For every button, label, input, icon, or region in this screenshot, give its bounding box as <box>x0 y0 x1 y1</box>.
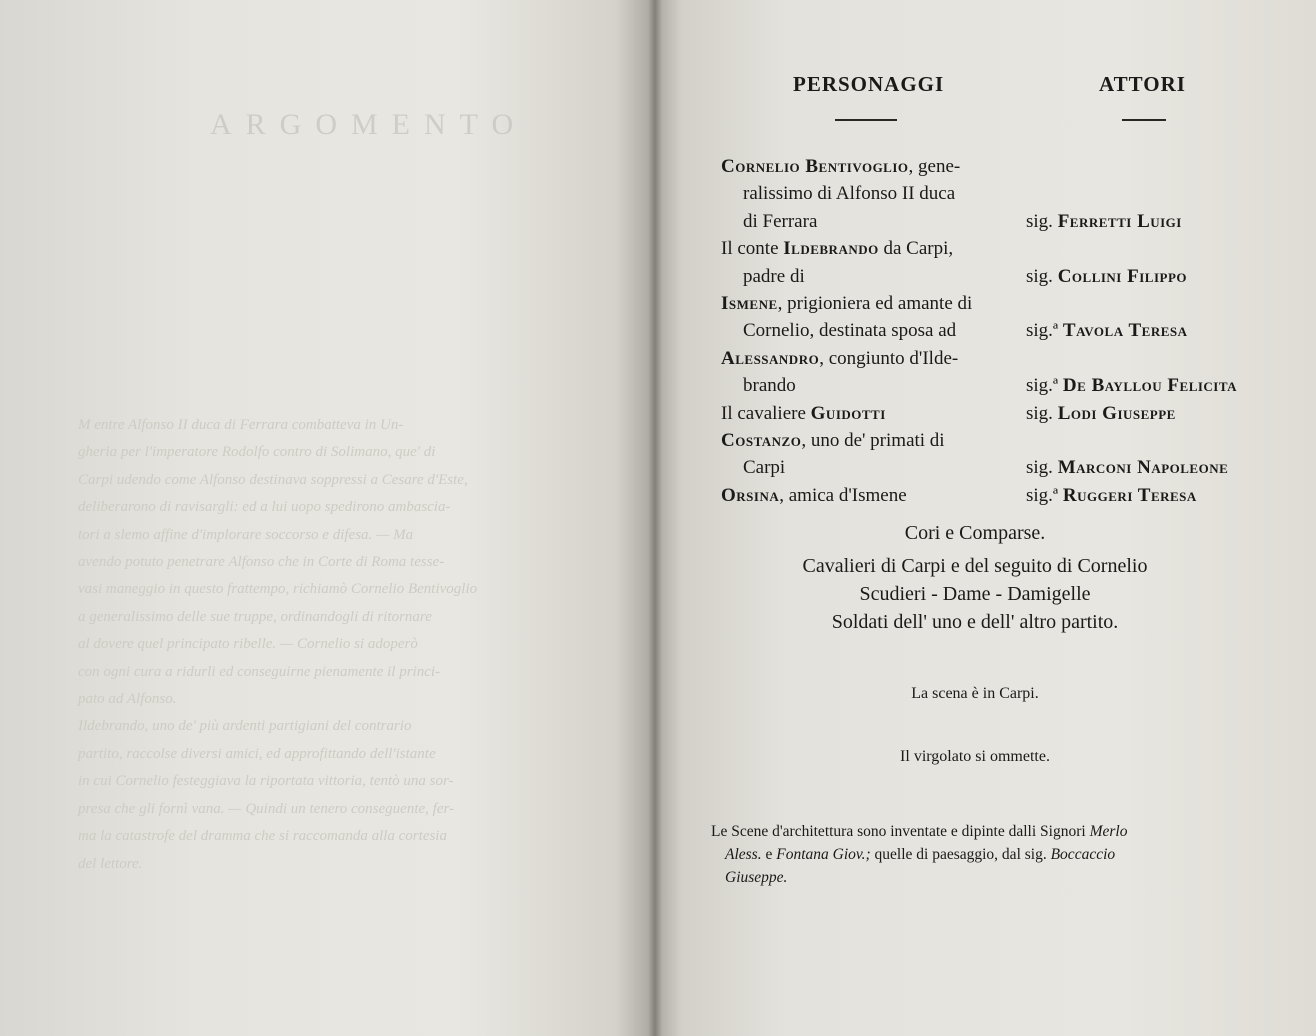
credit-name-fontana: Fontana Giov.; <box>776 846 871 863</box>
show-through-title: ARGOMENTO <box>210 108 528 141</box>
show-through-line: con ogni cura a ridurli ed conseguirne pienamente il princi- <box>78 663 441 680</box>
actor-name <box>1026 211 1182 233</box>
cast-row <box>721 293 1281 320</box>
role-description: brando <box>743 375 796 397</box>
show-through-line: M entre Alfonso II duca di Ferrara combatteva in Un- <box>78 417 404 433</box>
show-through-line: tori a slemo affine d'implorare soccorso e difesa. — Ma <box>78 526 414 543</box>
role-text <box>721 348 958 370</box>
cori-title: Cori e Comparse. <box>904 522 1046 544</box>
role-text <box>743 266 805 288</box>
role-text <box>743 211 817 233</box>
attori-rule <box>1122 119 1166 121</box>
actor-surname: Marconi Napoleone <box>1057 457 1229 479</box>
actor-title: sig. <box>1026 402 1053 424</box>
actor-name <box>1026 375 1237 397</box>
show-through-text <box>78 412 588 878</box>
role-description: Carpi <box>743 457 786 479</box>
cast-row <box>721 348 1281 375</box>
cast-row <box>721 403 1281 430</box>
role-description: , congiunto d'Ilde- <box>819 347 959 369</box>
role-text <box>743 320 956 342</box>
role-text <box>743 183 955 205</box>
role-description: da Carpi, <box>878 238 954 260</box>
role-text <box>721 403 886 425</box>
character-name: Costanzo <box>721 429 802 451</box>
show-through-line: vasi maneggio in questo frattempo, richiamò Cornelio Bentivoglio <box>78 581 478 598</box>
role-text <box>721 238 953 260</box>
show-through-line: a generalissimo delle sue truppe, ordinandogli di ritornare <box>78 608 432 625</box>
show-through-line: Ildebrando, uno de' più ardenti partigiani del contrario <box>78 718 412 735</box>
actor-surname: Lodi Giuseppe <box>1057 402 1176 424</box>
character-name: Alessandro <box>721 347 820 369</box>
character-name: Ildebrando <box>783 238 879 260</box>
actor-surname: Ruggeri Teresa <box>1062 484 1197 506</box>
credit-name-merlo: Merlo <box>1089 823 1128 840</box>
show-through-line: in cui Cornelio festeggiava la riportata vittoria, tentò una sor- <box>78 773 454 790</box>
credit-name-aless: Aless. <box>725 846 762 863</box>
actor-title: sig. <box>1026 457 1053 479</box>
cast-row <box>721 485 1281 512</box>
cast-row <box>721 266 1281 293</box>
show-through-line: presa che gli fornì vana. — Quindi un tenero conseguente, fer- <box>78 800 455 817</box>
cast-list <box>721 156 1281 512</box>
cast-row <box>721 211 1281 238</box>
cast-row <box>721 430 1281 457</box>
actor-title: sig.ª <box>1026 320 1059 342</box>
character-name: Orsina <box>721 484 780 506</box>
actor-title: sig. <box>1026 265 1053 287</box>
scenery-credit <box>711 820 1271 889</box>
role-text <box>743 375 796 397</box>
actor-name <box>1026 266 1187 288</box>
cast-row <box>721 238 1281 265</box>
book-gutter <box>648 0 662 1036</box>
role-text <box>721 430 945 452</box>
personaggi-heading: PERSONAGGI <box>793 72 945 96</box>
show-through-line: al dovere quel principato ribelle. — Cornelio si adoperò <box>78 636 418 653</box>
role-description: , prigioniera ed amante di <box>777 292 973 314</box>
credit-text-3: quelle di paesaggio, dal sig. <box>870 846 1051 863</box>
scena-note: La scena è in Carpi. <box>911 685 1039 702</box>
actor-title: sig. <box>1026 210 1053 232</box>
credit-line-2 <box>711 843 1271 866</box>
show-through-line: pato ad Alfonso. <box>78 691 177 708</box>
role-description: padre di <box>743 265 805 287</box>
show-through-line: partito, raccolse diversi amici, ed approfittando dell'istante <box>78 745 436 762</box>
character-name: Ismene <box>721 292 778 314</box>
show-through-line: avendo potuto penetrare Alfonso che in Corte di Roma tesse- <box>78 554 445 571</box>
character-name: Cornelio Bentivoglio <box>721 156 909 177</box>
cori-line-2: Scudieri - Dame - Damigelle <box>859 583 1091 605</box>
left-page <box>0 0 655 1036</box>
actor-name <box>1026 320 1188 342</box>
role-description: di Ferrara <box>743 210 818 232</box>
cast-row <box>721 156 1281 183</box>
cori-line-1: Cavalieri di Carpi e del seguito di Cornelio <box>802 555 1148 577</box>
credit-text-2: e <box>761 846 777 863</box>
credit-name-boccaccio: Boccaccio <box>1050 846 1116 863</box>
credit-text-1: Le Scene d'architettura sono inventate e dipinte dalli Signori <box>711 823 1090 840</box>
role-text <box>721 293 972 315</box>
credit-name-giuseppe: Giuseppe. <box>725 869 788 886</box>
role-text <box>721 156 960 178</box>
actor-surname: De Bayllou Felicita <box>1062 375 1237 397</box>
role-text <box>721 485 907 507</box>
actor-name <box>1026 457 1228 479</box>
role-description: ralissimo di Alfonso II duca <box>743 183 956 205</box>
role-description: , amica d'Ismene <box>779 484 907 506</box>
role-description: Cornelio, destinata sposa ad <box>743 320 957 342</box>
show-through-line: ma la catastrofe del dramma che si raccomanda alla cortesia <box>78 828 447 845</box>
actor-title: sig.ª <box>1026 375 1059 397</box>
actor-surname: Tavola Teresa <box>1062 320 1188 342</box>
cori-line-3: Soldati dell' uno e dell' altro partito. <box>831 611 1119 633</box>
actor-surname: Ferretti Luigi <box>1057 210 1182 232</box>
cast-row <box>721 457 1281 484</box>
show-through-line: deliberarono di ravisargli: ed a lui uopo spedirono ambascia- <box>78 499 451 516</box>
right-page <box>655 0 1316 1036</box>
show-through-line: gheria per l'imperatore Rodolfo contro di Solimano, que' di <box>78 444 436 461</box>
cast-row <box>721 183 1281 210</box>
role-prefix: Il conte <box>721 238 784 260</box>
role-description: , gene- <box>908 156 961 177</box>
show-through-line: Carpi udendo come Alfonso destinava soppressi a Cesare d'Este, <box>78 471 468 488</box>
cast-row <box>721 375 1281 402</box>
character-name: Guidotti <box>810 402 886 424</box>
actor-title: sig.ª <box>1026 484 1059 506</box>
role-text <box>743 457 785 479</box>
actor-name <box>1026 485 1197 507</box>
show-through-line: del lettore. <box>78 855 143 872</box>
cast-row <box>721 320 1281 347</box>
actor-surname: Collini Filippo <box>1057 265 1188 287</box>
actor-name <box>1026 403 1176 425</box>
role-description: , uno de' primati di <box>801 429 945 451</box>
virgolato-note: Il virgolato si ommette. <box>900 748 1050 765</box>
role-prefix: Il cavaliere <box>721 402 811 424</box>
attori-heading: ATTORI <box>1099 72 1186 96</box>
personaggi-rule <box>835 119 897 121</box>
